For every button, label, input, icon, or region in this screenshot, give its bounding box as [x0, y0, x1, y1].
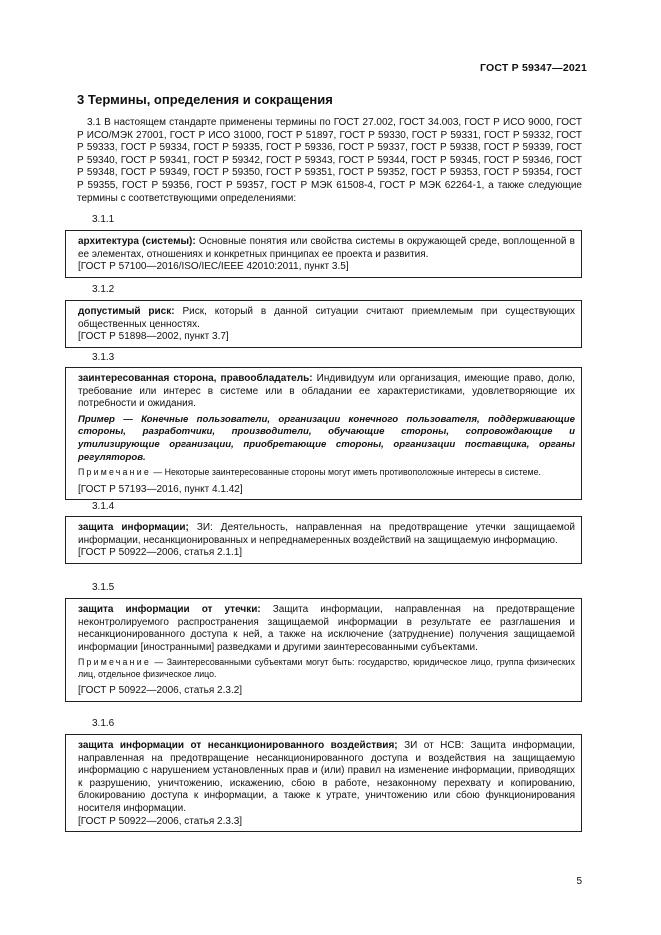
- note-text: — Заинтересованными субъектами могут быть: государство, юридическое лицо, группа физических лиц, отдельное физическое лицо.: [78, 657, 575, 679]
- term-number: 3.1.4: [92, 501, 115, 512]
- term-source: [ГОСТ Р 57193—2016, пункт 4.1.42]: [78, 483, 243, 495]
- term-source: [ГОСТ Р 50922—2006, статья 2.1.1]: [78, 547, 243, 559]
- term-number: 3.1.2: [92, 284, 115, 295]
- term-example: Пример — Конечные пользователи, организации конечного пользователя, поддерживающие стороны, разработчики, производители, обучающие стороны, сопровождающие и утилизирующие организации, приобретающие стороны, организации поставщика, органы регуляторов.: [78, 413, 575, 463]
- term-box: [65, 734, 582, 832]
- intro-text: 3.1 В настоящем стандарте применены термины по ГОСТ 27.002, ГОСТ 34.003, ГОСТ Р ИСО 9000, ГОСТ Р ИСО/МЭК 27001, ГОСТ Р ИСО 31000, ГОСТ Р 51897, ГОСТ Р 59330, ГОСТ Р 59331, ГОСТ Р 59332, ГОСТ Р 59333, ГОСТ Р 59334, ГОСТ Р 59335, ГОСТ Р 59336, ГОСТ Р 59337, ГОСТ Р 59338, ГОСТ Р 59339, ГОСТ Р 59340, ГОСТ Р 59341, ГОСТ Р 59342, ГОСТ Р 59343, ГОСТ Р 59344, ГОСТ Р 59345, ГОСТ Р 59346, ГОСТ Р 59348, ГОСТ Р 59349, ГОСТ Р 59350, ГОСТ Р 59351, ГОСТ Р 59352, ГОСТ Р 59353, ГОСТ Р 59354, ГОСТ Р 59355, ГОСТ Р 59356, ГОСТ Р 59357, ГОСТ Р МЭК 61508-4, ГОСТ Р МЭК 62264-1, а также следующие термины с соответствующими определениями:: [77, 117, 582, 204]
- intro-paragraph: [77, 117, 582, 205]
- term-name: защита информации от утечки:: [78, 604, 261, 615]
- term-number: 3.1.3: [92, 352, 115, 363]
- term-definition: Защита информации, направленная на предотвращение неконтролируемого распространения защищаемой информации в результате ее разглашения и несанкционированного доступа к ней, а также на исключение (затруднение) получения защищаемой информации [иностранными] разведками и другими заинтересованными субъектами.: [78, 604, 575, 653]
- term-definition: ЗИ: Деятельность, направленная на предотвращение утечки защищаемой информации, несанкционированных и непреднамеренных воздействий на защищаемую информацию.: [78, 522, 575, 546]
- term-source: [ГОСТ Р 50922—2006, статья 2.3.3]: [78, 815, 243, 827]
- term-box: [65, 300, 582, 348]
- term-definition: Индивидуум или организация, имеющие право, долю, требование или интерес в системе или в обладании ее характеристиками, удовлетворяющие их потребности и ожидания.: [78, 373, 575, 410]
- term-number: 3.1.1: [92, 214, 115, 225]
- page-number: 5: [576, 876, 582, 887]
- term-name: защита информации;: [78, 522, 189, 533]
- term-note: [78, 467, 575, 479]
- term-source: [ГОСТ Р 50922—2006, статья 2.3.2]: [78, 685, 243, 697]
- term-box: [65, 230, 582, 278]
- term-source: [ГОСТ Р 57100—2016/ISO/IEC/IEEE 42010:2011, пункт 3.5]: [78, 261, 349, 273]
- term-number: 3.1.5: [92, 582, 115, 593]
- term-name: архитектура (системы):: [78, 236, 196, 247]
- term-definition: Риск, который в данной ситуации считают приемлемым при существующих общественных ценностях.: [78, 306, 575, 330]
- term-definition: Основные понятия или свойства системы в окружающей среде, воплощенной в ее элементах, отношениях и конкретных принципах ее проекта и развития.: [78, 236, 575, 260]
- term-name: защита информации от несанкционированного воздействия;: [78, 740, 398, 751]
- document-code: ГОСТ Р 59347—2021: [479, 62, 587, 74]
- term-box: [65, 516, 582, 564]
- term-source: [ГОСТ Р 51898—2002, пункт 3.7]: [78, 331, 229, 343]
- term-box: [65, 367, 582, 500]
- term-definition: ЗИ от НСВ: Защита информации, направленная на предотвращение несанкционированного доступа и воздействия на защищаемую информацию с нарушением установленных прав и (или) правил на изменение информации, приводящих к разрушению, уничтожению, искажению, сбою в работе, незаконному перехвату и копированию, блокированию доступа к информации, а также к утрате, уничтожению или сбою функционирования носителя информации.: [78, 740, 575, 814]
- term-number: 3.1.6: [92, 718, 115, 729]
- note-text: — Некоторые заинтересованные стороны могут иметь противоположные интересы в системе.: [150, 467, 541, 478]
- note-label: Примечание: [78, 467, 151, 478]
- section-title: 3 Термины, определения и сокращения: [77, 92, 333, 107]
- term-name: заинтересованная сторона, правообладатель:: [78, 373, 313, 384]
- term-name: допустимый риск:: [78, 306, 175, 317]
- term-box: [65, 598, 582, 702]
- note-label: Примечание: [78, 657, 151, 668]
- term-note: [78, 657, 575, 680]
